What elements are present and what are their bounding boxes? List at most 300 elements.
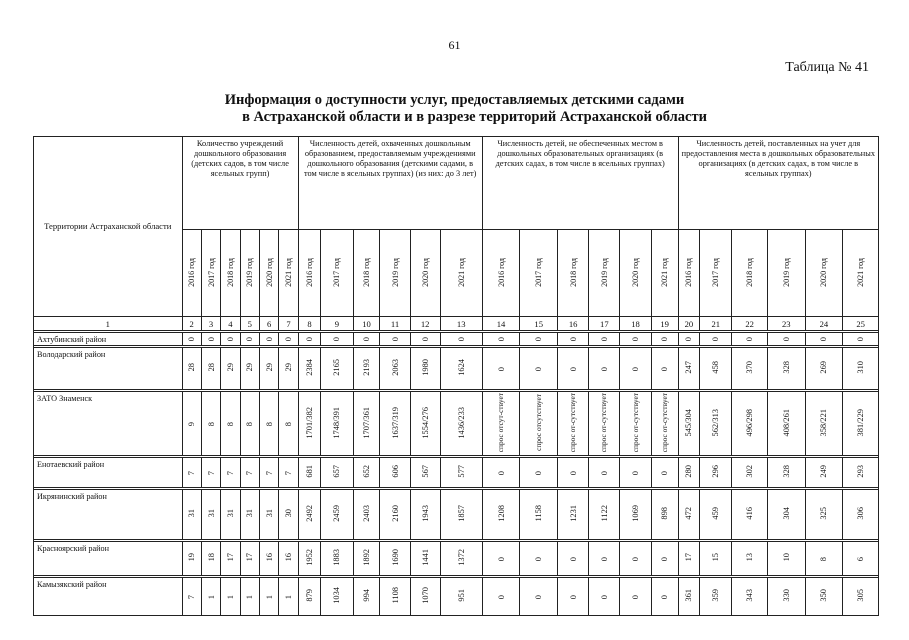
cell-value: 879 xyxy=(304,589,314,602)
value-cell xyxy=(182,542,201,576)
value-cell xyxy=(321,333,353,346)
cell-value: 15 xyxy=(711,553,721,562)
value-cell xyxy=(279,348,298,390)
value-cell xyxy=(732,348,768,390)
value-cell xyxy=(732,490,768,540)
cell-value: 0 xyxy=(496,366,506,371)
value-cell xyxy=(279,458,298,488)
cell-value: 0 xyxy=(599,337,609,342)
value-cell xyxy=(201,542,220,576)
cell-value: 657 xyxy=(332,465,342,478)
cell-value: 1 xyxy=(264,594,274,599)
cell-value: 328 xyxy=(781,465,791,478)
value-cell xyxy=(767,392,805,456)
value-cell xyxy=(589,458,620,488)
cell-value: 7 xyxy=(225,470,235,475)
cell-value: 1554/276 xyxy=(420,406,430,439)
cell-value: 17 xyxy=(245,553,255,562)
cell-value: 0 xyxy=(283,337,293,342)
year-label: 2020 год xyxy=(264,257,274,287)
value-cell xyxy=(482,333,520,346)
territory-header: Территории Астраханской области xyxy=(34,137,183,317)
value-cell xyxy=(321,458,353,488)
cell-value: 0 xyxy=(304,337,314,342)
cell-value: 7 xyxy=(264,470,274,475)
cell-value: 562/313 xyxy=(711,408,721,437)
cell-value: 8 xyxy=(264,421,274,426)
value-cell xyxy=(767,458,805,488)
value-cell xyxy=(700,542,732,576)
table-row xyxy=(34,458,879,488)
value-cell xyxy=(678,490,700,540)
year-header-cell xyxy=(651,230,678,317)
column-number: 17 xyxy=(589,317,620,331)
cell-value: 1122 xyxy=(599,505,609,522)
cell-value: 1952 xyxy=(304,549,314,566)
cell-value: 0 xyxy=(631,470,641,475)
cell-value: 249 xyxy=(819,465,829,478)
value-cell xyxy=(182,348,201,390)
value-cell xyxy=(805,578,843,616)
cell-value: 0 xyxy=(361,337,371,342)
cell-value: 8 xyxy=(283,421,293,426)
value-cell xyxy=(558,392,589,456)
value-cell xyxy=(678,348,700,390)
cell-value: 0 xyxy=(496,594,506,599)
cell-value: 0 xyxy=(568,366,578,371)
column-number: 23 xyxy=(767,317,805,331)
value-cell xyxy=(767,578,805,616)
cell-value: 29 xyxy=(225,363,235,372)
value-cell xyxy=(482,578,520,616)
value-cell xyxy=(440,333,482,346)
cell-value: 29 xyxy=(283,363,293,372)
column-number-row xyxy=(34,317,879,331)
value-cell xyxy=(380,578,410,616)
value-cell xyxy=(410,392,440,456)
value-cell xyxy=(520,333,558,346)
cell-value: 0 xyxy=(711,337,721,342)
value-cell xyxy=(279,578,298,616)
value-cell xyxy=(589,542,620,576)
column-number: 2 xyxy=(182,317,201,331)
value-cell xyxy=(353,392,380,456)
year-header-cell xyxy=(353,230,380,317)
column-number: 11 xyxy=(380,317,410,331)
value-cell xyxy=(298,490,321,540)
table-row xyxy=(34,392,879,456)
cell-value: 0 xyxy=(332,337,342,342)
value-cell xyxy=(805,392,843,456)
cell-value: 1070 xyxy=(420,587,430,604)
value-cell xyxy=(700,392,732,456)
value-cell xyxy=(482,490,520,540)
column-number: 4 xyxy=(221,317,240,331)
cell-value: 247 xyxy=(684,361,694,374)
cell-value: 31 xyxy=(187,509,197,518)
cell-value: 1 xyxy=(225,594,235,599)
year-label: 2019 год xyxy=(781,257,791,287)
cell-value: 7 xyxy=(187,594,197,599)
cell-value: 325 xyxy=(819,507,829,520)
cell-value: 0 xyxy=(631,337,641,342)
value-cell xyxy=(700,333,732,346)
value-cell xyxy=(353,578,380,616)
title-line-1: Информация о доступности услуг, предоставляемых детскими садами xyxy=(224,92,685,108)
cell-value: спрос от-сутствует xyxy=(568,392,578,453)
column-number: 7 xyxy=(279,317,298,331)
cell-value: 994 xyxy=(361,589,371,602)
value-cell xyxy=(482,392,520,456)
value-cell xyxy=(843,348,879,390)
value-cell xyxy=(279,542,298,576)
cell-value: 17 xyxy=(684,553,694,562)
value-cell xyxy=(353,348,380,390)
column-number: 25 xyxy=(843,317,879,331)
cell-value: 0 xyxy=(420,337,430,342)
value-cell xyxy=(678,333,700,346)
value-cell xyxy=(221,458,240,488)
value-cell xyxy=(321,542,353,576)
value-cell xyxy=(620,578,651,616)
table-number: Таблица № 41 xyxy=(785,60,869,75)
column-number: 16 xyxy=(558,317,589,331)
value-cell xyxy=(279,392,298,456)
cell-value: 0 xyxy=(496,556,506,561)
year-label: 2021 год xyxy=(283,257,293,287)
column-number: 13 xyxy=(440,317,482,331)
value-cell xyxy=(558,490,589,540)
value-cell xyxy=(298,333,321,346)
cell-value: спрос отсут-ствует xyxy=(496,392,506,453)
table-row xyxy=(34,490,879,540)
cell-value: 1980 xyxy=(420,359,430,376)
cell-value: 1436/233 xyxy=(456,406,466,439)
year-label: 2019 год xyxy=(390,257,400,287)
value-cell xyxy=(298,578,321,616)
cell-value: 0 xyxy=(631,366,641,371)
value-cell xyxy=(182,458,201,488)
value-cell xyxy=(298,392,321,456)
cell-value: 0 xyxy=(599,556,609,561)
value-cell xyxy=(482,458,520,488)
year-label: 2016 год xyxy=(304,257,314,287)
value-cell xyxy=(353,458,380,488)
value-cell xyxy=(558,348,589,390)
year-label: 2020 год xyxy=(420,257,430,287)
value-cell xyxy=(651,458,678,488)
value-cell xyxy=(221,348,240,390)
cell-value: 577 xyxy=(456,465,466,478)
year-label: 2018 год xyxy=(225,257,235,287)
year-header-cell xyxy=(201,230,220,317)
cell-value: 0 xyxy=(187,337,197,342)
cell-value: 2193 xyxy=(361,359,371,376)
year-header-cell xyxy=(221,230,240,317)
cell-value: 1069 xyxy=(631,505,641,522)
value-cell xyxy=(482,542,520,576)
year-header-cell xyxy=(259,230,278,317)
cell-value: спрос от-сутствует xyxy=(630,392,640,453)
cell-value: 280 xyxy=(684,465,694,478)
value-cell xyxy=(558,578,589,616)
cell-value: 1857 xyxy=(456,505,466,522)
year-label: 2018 год xyxy=(361,257,371,287)
cell-value: 0 xyxy=(206,337,216,342)
value-cell xyxy=(843,458,879,488)
year-header-cell xyxy=(380,230,410,317)
cell-value: 0 xyxy=(781,337,791,342)
cell-value: 0 xyxy=(225,337,235,342)
value-cell xyxy=(700,348,732,390)
cell-value: 0 xyxy=(264,337,274,342)
cell-value: 328 xyxy=(781,361,791,374)
year-label: 2016 год xyxy=(496,257,506,287)
value-cell xyxy=(201,348,220,390)
cell-value: 496/298 xyxy=(745,408,755,437)
year-header-cell xyxy=(589,230,620,317)
cell-value: 0 xyxy=(631,594,641,599)
value-cell xyxy=(279,333,298,346)
value-cell xyxy=(678,578,700,616)
cell-value: 472 xyxy=(684,507,694,520)
value-cell xyxy=(259,348,278,390)
value-cell xyxy=(678,458,700,488)
cell-value: 2160 xyxy=(390,505,400,522)
value-cell xyxy=(221,333,240,346)
value-cell xyxy=(240,578,259,616)
value-cell xyxy=(240,458,259,488)
year-header-cell xyxy=(805,230,843,317)
page-number: 61 xyxy=(448,38,461,52)
cell-value: 1624 xyxy=(456,359,466,376)
value-cell xyxy=(620,458,651,488)
cell-value: 30 xyxy=(283,509,293,518)
value-cell xyxy=(410,490,440,540)
cell-value: 0 xyxy=(819,337,829,342)
value-cell xyxy=(843,333,879,346)
year-header-cell xyxy=(620,230,651,317)
cell-value: 898 xyxy=(660,507,670,520)
value-cell xyxy=(380,458,410,488)
cell-value: 408/261 xyxy=(781,408,791,437)
value-cell xyxy=(589,392,620,456)
title-line-2: в Астраханской области и в разрезе территорий Астраханской области xyxy=(242,109,707,125)
value-cell xyxy=(520,348,558,390)
cell-value: 416 xyxy=(745,507,755,520)
value-cell xyxy=(410,333,440,346)
year-label: 2017 год xyxy=(711,257,721,287)
value-cell xyxy=(353,542,380,576)
column-number: 15 xyxy=(520,317,558,331)
cell-value: 606 xyxy=(390,465,400,478)
cell-value: 1637/319 xyxy=(390,406,400,439)
value-cell xyxy=(259,392,278,456)
value-cell xyxy=(558,333,589,346)
year-label: 2016 год xyxy=(684,257,694,287)
value-cell xyxy=(520,392,558,456)
value-cell xyxy=(440,392,482,456)
cell-value: 1208 xyxy=(496,505,506,522)
cell-value: 358/221 xyxy=(819,408,829,437)
value-cell xyxy=(380,490,410,540)
value-cell xyxy=(298,348,321,390)
cell-value: 0 xyxy=(599,594,609,599)
cell-value: 29 xyxy=(245,363,255,372)
column-number: 3 xyxy=(201,317,220,331)
column-number: 20 xyxy=(678,317,700,331)
cell-value: 1108 xyxy=(390,587,400,604)
value-cell xyxy=(321,490,353,540)
cell-value: 1 xyxy=(245,594,255,599)
year-header-cell xyxy=(558,230,589,317)
cell-value: 1 xyxy=(206,594,216,599)
value-cell xyxy=(259,490,278,540)
value-cell xyxy=(589,333,620,346)
cell-value: 1158 xyxy=(534,505,544,522)
value-cell xyxy=(767,542,805,576)
value-cell xyxy=(700,458,732,488)
value-cell xyxy=(259,578,278,616)
cell-value: 310 xyxy=(856,361,866,374)
cell-value: 0 xyxy=(745,337,755,342)
cell-value: 302 xyxy=(745,465,755,478)
value-cell xyxy=(182,490,201,540)
cell-value: 7 xyxy=(206,470,216,475)
table-row xyxy=(34,348,879,390)
column-number: 24 xyxy=(805,317,843,331)
cell-value: 0 xyxy=(534,556,544,561)
value-cell xyxy=(843,490,879,540)
cell-value: 652 xyxy=(361,465,371,478)
cell-value: 459 xyxy=(711,507,721,520)
value-cell xyxy=(651,348,678,390)
year-label: 2019 год xyxy=(245,257,255,287)
cell-value: 0 xyxy=(660,337,670,342)
year-header-cell xyxy=(520,230,558,317)
value-cell xyxy=(767,333,805,346)
cell-value: 16 xyxy=(283,553,293,562)
column-number: 5 xyxy=(240,317,259,331)
value-cell xyxy=(221,392,240,456)
cell-value: 0 xyxy=(245,337,255,342)
cell-value: 0 xyxy=(496,337,506,342)
cell-value: 2165 xyxy=(332,359,342,376)
year-header-cell xyxy=(182,230,201,317)
value-cell xyxy=(380,333,410,346)
value-cell xyxy=(221,542,240,576)
year-header-cell xyxy=(240,230,259,317)
cell-value: 7 xyxy=(187,470,197,475)
value-cell xyxy=(221,490,240,540)
value-cell xyxy=(732,392,768,456)
year-label: 2018 год xyxy=(568,257,578,287)
cell-value: 8 xyxy=(225,421,235,426)
year-header-cell xyxy=(732,230,768,317)
cell-value: 0 xyxy=(684,337,694,342)
cell-value: 19 xyxy=(187,553,197,562)
value-cell xyxy=(620,542,651,576)
cell-value: 8 xyxy=(819,556,829,561)
cell-value: 0 xyxy=(660,594,670,599)
year-header-cell xyxy=(410,230,440,317)
value-cell xyxy=(700,578,732,616)
value-cell xyxy=(410,578,440,616)
cell-value: 28 xyxy=(206,363,216,372)
cell-value: 7 xyxy=(283,470,293,475)
cell-value: 1892 xyxy=(361,549,371,566)
value-cell xyxy=(279,490,298,540)
cell-value: 16 xyxy=(264,553,274,562)
value-cell xyxy=(520,578,558,616)
cell-value: 681 xyxy=(304,465,314,478)
value-cell xyxy=(620,392,651,456)
cell-value: 0 xyxy=(456,337,466,342)
cell-value: 567 xyxy=(420,465,430,478)
value-cell xyxy=(620,333,651,346)
column-number: 8 xyxy=(298,317,321,331)
value-cell xyxy=(201,578,220,616)
cell-value: 361 xyxy=(684,589,694,602)
year-header-cell xyxy=(678,230,700,317)
value-cell xyxy=(678,392,700,456)
value-cell xyxy=(732,578,768,616)
year-header-cell xyxy=(767,230,805,317)
value-cell xyxy=(321,348,353,390)
year-label: 2019 год xyxy=(599,257,609,287)
value-cell xyxy=(620,490,651,540)
year-header-cell xyxy=(482,230,520,317)
value-cell xyxy=(182,392,201,456)
document-title xyxy=(0,92,909,126)
cell-value: 18 xyxy=(206,553,216,562)
value-cell xyxy=(259,458,278,488)
table-row xyxy=(34,333,879,346)
value-cell xyxy=(259,333,278,346)
cell-value: 458 xyxy=(711,361,721,374)
value-cell xyxy=(767,348,805,390)
value-cell xyxy=(440,578,482,616)
column-number: 9 xyxy=(321,317,353,331)
territory-name: ЗАТО Знаменск xyxy=(34,392,183,456)
cell-value: 370 xyxy=(745,361,755,374)
cell-value: 0 xyxy=(534,594,544,599)
value-cell xyxy=(380,542,410,576)
year-label: 2021 год xyxy=(856,257,866,287)
value-cell xyxy=(805,348,843,390)
cell-value: 330 xyxy=(781,589,791,602)
data-table xyxy=(33,136,879,616)
cell-value: спрос отсутствует xyxy=(533,394,543,451)
cell-value: 951 xyxy=(456,589,466,602)
group-header-registered-children: Численность детей, поставленных на учет для предоставления места в дошкольных образовательных организациях (в детских садах, в том числе в ясельных группах) xyxy=(678,137,878,230)
column-number: 10 xyxy=(353,317,380,331)
group-header-institutions: Количество учреждений дошкольного образования (детских садов, в том числе ясельных групп) xyxy=(182,137,298,230)
value-cell xyxy=(380,348,410,390)
cell-value: 31 xyxy=(245,509,255,518)
value-cell xyxy=(843,392,879,456)
cell-value: 2492 xyxy=(304,505,314,522)
value-cell xyxy=(651,333,678,346)
value-cell xyxy=(259,542,278,576)
value-cell xyxy=(201,458,220,488)
cell-value: 304 xyxy=(781,507,791,520)
cell-value: 0 xyxy=(660,556,670,561)
value-cell xyxy=(440,490,482,540)
year-label: 2018 год xyxy=(745,257,755,287)
cell-value: 0 xyxy=(568,470,578,475)
cell-value: 8 xyxy=(206,421,216,426)
